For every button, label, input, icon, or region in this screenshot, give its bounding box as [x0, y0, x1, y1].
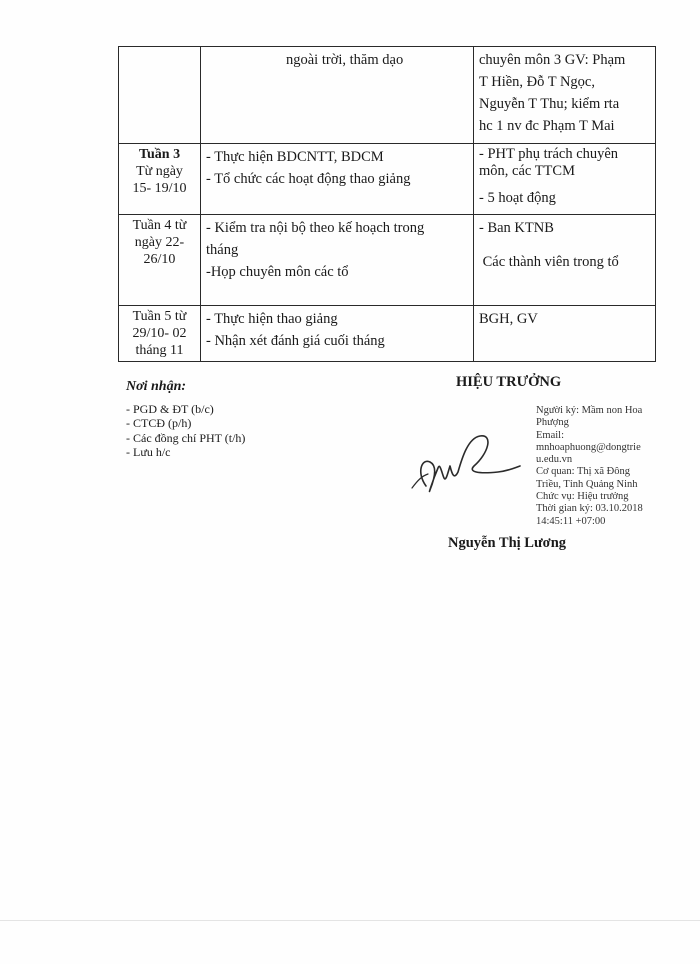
recipients-title: Nơi nhận:: [126, 379, 187, 394]
week-cell: [119, 306, 201, 362]
owner-line: môn, các TTCM: [479, 163, 575, 179]
recipients-block: [126, 380, 245, 460]
owner-gap: [479, 239, 650, 251]
task-cell: [201, 306, 474, 362]
task-cell: [201, 144, 474, 215]
owner-cell: [474, 215, 656, 306]
owner-line: T Hiền, Đỗ T Ngọc,: [479, 74, 595, 90]
sig-info-line: mnhoaphuong@dongtrie: [536, 441, 641, 453]
page-bottom-rule: [0, 920, 700, 921]
week-cell: [119, 144, 201, 215]
owner-line: Các thành viên trong tổ: [479, 254, 619, 270]
week-label: tháng 11: [135, 343, 184, 358]
owner-line: - 5 hoạt động: [479, 190, 556, 206]
task-line: -Họp chuyên môn các tổ: [206, 264, 349, 280]
week-label: Từ ngày: [136, 164, 183, 179]
owner-cell: [474, 144, 656, 215]
owner-gap: [479, 180, 650, 190]
sig-info-line: u.edu.vn: [536, 454, 573, 466]
owner-line: - Ban KTNB: [479, 220, 554, 236]
sig-info-line: 14:45:11 +07:00: [536, 515, 606, 527]
sig-info-line: Chức vụ: Hiệu trưởng: [536, 491, 629, 503]
week-label: ngày 22-: [134, 235, 185, 250]
owner-cell: [474, 47, 656, 144]
task-line: - Thực hiện BDCNTT, BDCM: [206, 149, 384, 165]
owner-line: Nguyễn T Thu; kiểm rta: [479, 96, 620, 112]
sig-info-line: Cơ quan: Thị xã Đông: [536, 466, 631, 478]
owner-line: chuyên môn 3 GV: Phạm: [479, 52, 626, 68]
sig-info-line: Người ký: Mầm non Hoa: [536, 405, 643, 416]
sig-info-line: Email:: [536, 429, 564, 441]
digital-signature-info: [536, 405, 646, 528]
week-label: Tuần 3: [138, 147, 181, 162]
week-label: 15- 19/10: [132, 181, 187, 196]
week-label: 26/10: [143, 252, 176, 267]
week-label: 29/10- 02: [132, 326, 187, 341]
owner-cell: [474, 306, 656, 362]
owner-line: BGH, GV: [479, 311, 538, 327]
principal-title: HIỆU TRƯỞNG: [456, 374, 562, 390]
table-row: [119, 144, 656, 215]
sig-info-line: Triều, Tỉnh Quảng Ninh: [536, 478, 638, 490]
task-line: - Kiểm tra nội bộ theo kế hoạch trong: [206, 220, 425, 236]
table-row: [119, 215, 656, 306]
recipient-item: - CTCĐ (p/h): [126, 416, 192, 430]
handwritten-signature: [408, 428, 528, 500]
task-cell: [201, 47, 474, 144]
week-label: Tuần 4 từ: [132, 218, 187, 233]
owner-line: - PHT phụ trách chuyên: [479, 146, 619, 162]
table-row: [119, 47, 656, 144]
sig-info-line: Thời gian ký: 03.10.2018: [536, 503, 643, 515]
task-line: tháng: [206, 242, 239, 258]
table-row: [119, 306, 656, 362]
owner-line: hc 1 nv đc Phạm T Mai: [479, 118, 615, 134]
week-label: Tuần 5 từ: [132, 309, 187, 324]
plan-table: [118, 46, 656, 362]
recipient-item: - PGD & ĐT (b/c): [126, 401, 214, 416]
task-cell: [201, 215, 474, 306]
recipient-item: - Các đồng chí PHT (t/h): [126, 430, 246, 445]
recipient-item: - Lưu h/c: [126, 445, 171, 459]
task-line: - Nhận xét đánh giá cuối tháng: [206, 333, 385, 349]
task-line: ngoài trời, thăm dạo: [286, 52, 404, 68]
signer-name: Nguyễn Thị Lương: [448, 535, 567, 551]
task-line: - Thực hiện thao giảng: [206, 311, 338, 327]
week-cell: [119, 215, 201, 306]
week-cell: [119, 47, 201, 144]
task-line: - Tổ chức các hoạt động thao giảng: [206, 171, 411, 187]
sig-info-line: Phượng: [536, 417, 569, 429]
